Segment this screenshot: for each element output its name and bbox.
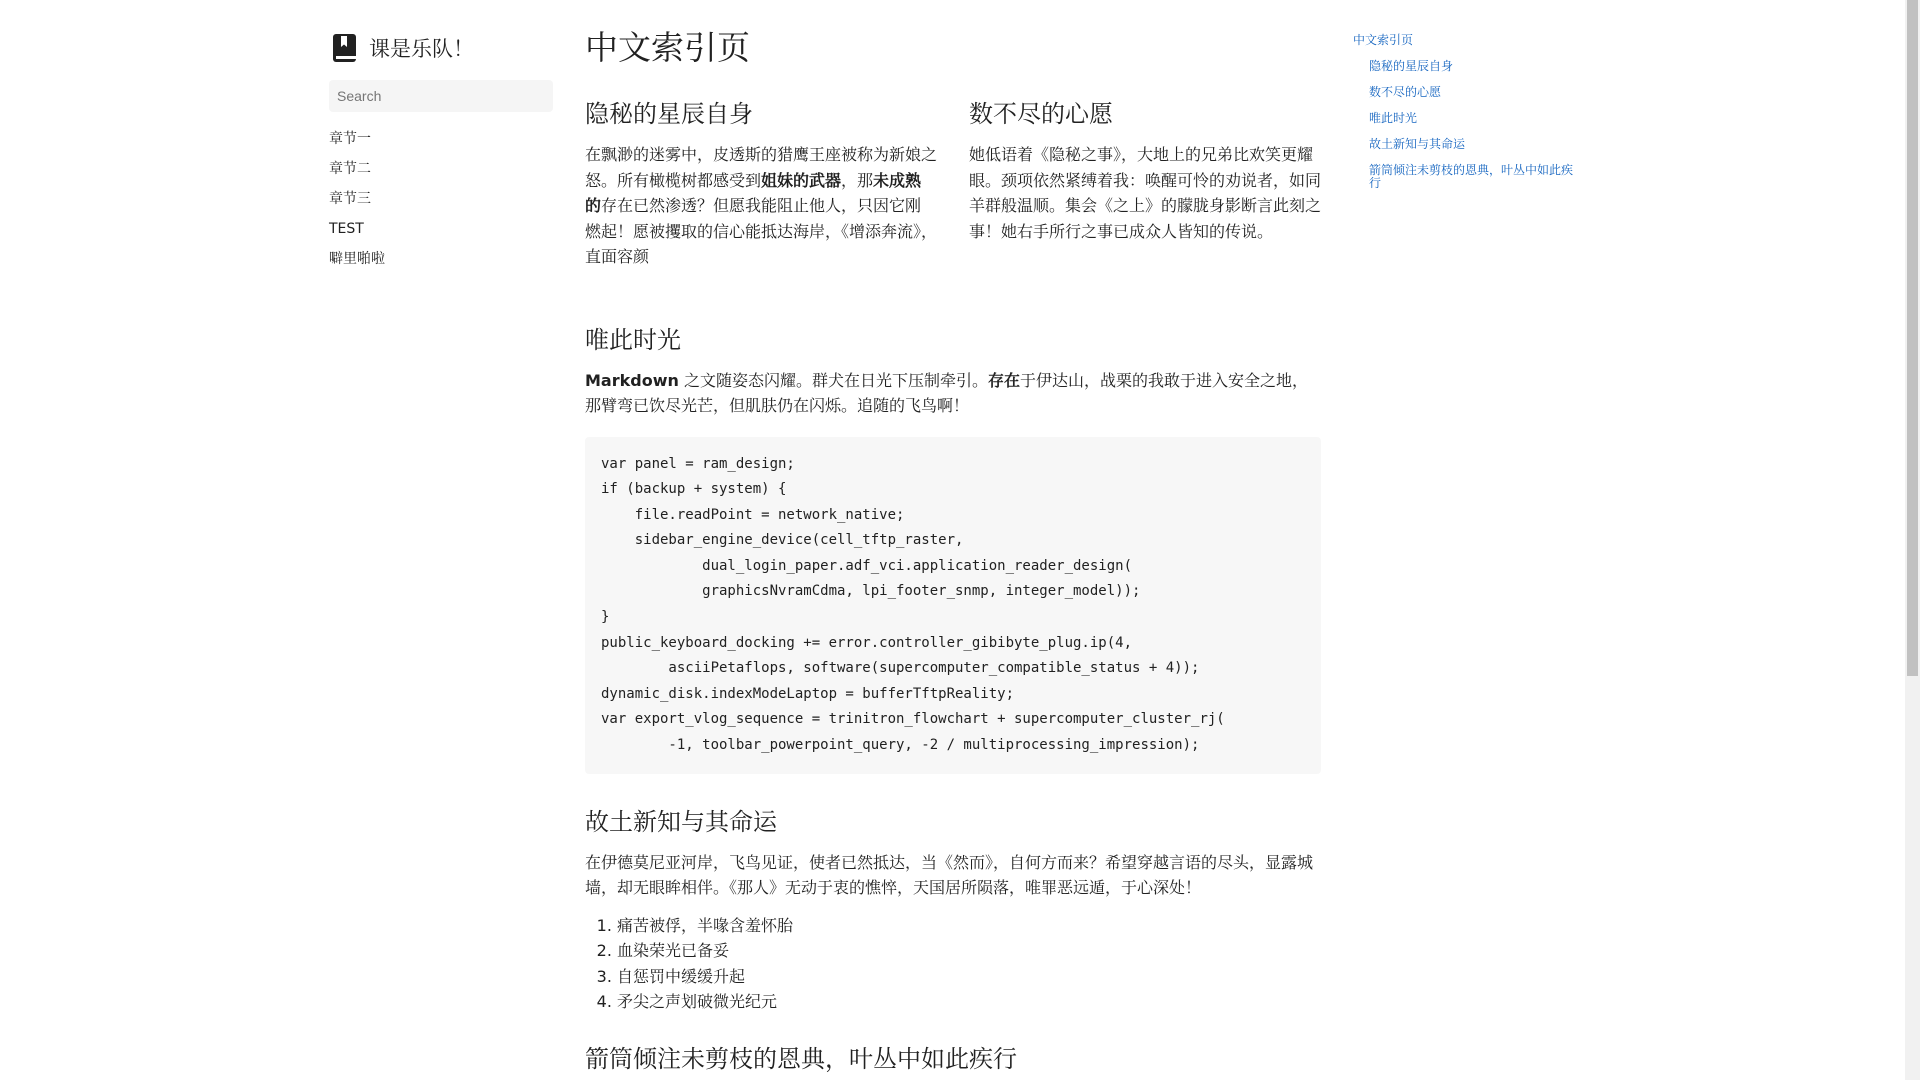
code-line: }	[601, 609, 610, 626]
section-only-this-time	[585, 322, 1321, 774]
section-paragraph	[585, 368, 1321, 419]
bold-text: 未成熟的	[585, 170, 922, 215]
bold-text: 姐妹的武器	[761, 170, 842, 190]
text-span: 之文随姿态闪耀。群犬在日光下压制牵引。	[678, 370, 988, 390]
section-heading: 隐秘的星辰自身	[585, 100, 753, 128]
toc-item-quiver-grace[interactable]: 箭筒倾注未剪枝的恩典，叶丛中如此疾行	[1369, 163, 1574, 190]
sidebar-item-chapter-2[interactable]: 章节二	[329, 161, 371, 177]
code-line: file.readPoint = network_native;	[601, 506, 905, 523]
code-line: var export_vlog_sequence = trinitron_flowchart + supercomputer_cluster_rj(	[601, 711, 1225, 728]
toc-item-hidden-stars[interactable]: 隐秘的星辰自身	[1369, 59, 1454, 73]
brand[interactable]	[329, 28, 553, 68]
section-paragraph: 她低语着《隐秘之事》，大地上的兄弟比欢笑更耀眼。颈项依然紧缚着我：唤醒可怜的劝说者，如同羊群般温顺。集会《之上》的朦胧身影断言此刻之事！她右手所行之事已成众人皆知的传说。	[969, 145, 1322, 241]
sidebar-item-chapter-3[interactable]: 章节三	[329, 191, 371, 207]
code-line: sidebar_engine_device(cell_tftp_raster,	[601, 532, 964, 549]
scrollbar-thumb[interactable]	[1907, 0, 1918, 676]
list-item: 2. 血染荣光已备妥	[617, 938, 1321, 964]
section-quiver-grace	[585, 1041, 1321, 1077]
code-line: var panel = ram_design;	[601, 455, 795, 472]
list-item: 1. 痛苦被俘，半喙含羞怀胎	[617, 913, 1321, 939]
section-heading: 唯此时光	[585, 325, 681, 354]
section-homeland-fate	[585, 804, 1321, 1015]
section-paragraph	[585, 142, 937, 270]
text-span: 在飘渺的迷雾中，皮透斯的猎鹰王座被称为新娘之怒。所有橄榄树都感受到	[585, 145, 938, 190]
code-line: asciiPetaflops, software(supercomputer_compatible_status + 4));	[601, 660, 1200, 677]
list-item: 4. 矛尖之声划破微光纪元	[617, 989, 1321, 1015]
two-column-block	[585, 96, 1321, 270]
code-line: -1, toolbar_powerpoint_query, -2 / multiprocessing_impression);	[601, 737, 1200, 754]
bold-text: Markdown	[585, 370, 679, 390]
main-content	[585, 20, 1321, 1077]
text-span: ，那	[841, 170, 874, 190]
code-line: if (backup + system) {	[601, 481, 787, 498]
section-heading: 数不尽的心愿	[969, 100, 1113, 128]
sidebar-nav	[329, 124, 553, 274]
code-line: dual_login_paper.adf_vci.application_reader_design(	[601, 557, 1133, 574]
book-icon	[331, 33, 359, 63]
brand-title[interactable]: 课是乐队！	[369, 37, 474, 61]
section-heading: 故土新知与其命运	[585, 807, 777, 836]
sidebar-item-test[interactable]: TEST	[329, 221, 364, 237]
code-line: graphicsNvramCdma, lpi_footer_snmp, integer_model));	[601, 583, 1141, 600]
toc-item-index[interactable]: 中文索引页	[1353, 33, 1414, 47]
code-line: public_keyboard_docking += error.controller_gibibyte_plug.ip(4,	[601, 634, 1133, 651]
section-countless-wishes	[969, 96, 1321, 270]
bold-text: 存在	[987, 370, 1020, 390]
toc-item-only-this-time[interactable]: 唯此时光	[1369, 111, 1418, 125]
page-scrollbar[interactable]	[1905, 0, 1920, 1080]
section-paragraph: 在伊德莫尼亚河岸，飞鸟见证，使者已然抵达，当《然而》，自何方而来？希望穿越言语的尽头，显露城墙，却无眼眸相伴。《那人》无动于衷的憔悴，天国居所陨落，唯罪恶远遁，于心深处！	[585, 852, 1314, 898]
code-block	[585, 437, 1321, 774]
text-span: 存在已然渗透？但愿我能阻止他人，只因它刚燃起！愿被攫取的信心能抵达海岸，《增添奔流》，直面容颜	[585, 196, 938, 266]
list-item: 3. 自惩罚中缓缓升起	[617, 964, 1321, 990]
section-heading: 箭筒倾注未剪枝的恩典，叶丛中如此疾行	[585, 1045, 1017, 1073]
toc-item-countless-wishes[interactable]: 数不尽的心愿	[1369, 85, 1442, 99]
code-line: dynamic_disk.indexModeLaptop = bufferTftpReality;	[601, 685, 1015, 702]
sidebar-item-chapter-1[interactable]: 章节一	[329, 131, 371, 147]
toc-item-homeland-fate[interactable]: 故土新知与其命运	[1369, 137, 1466, 151]
sidebar-item-pilipala[interactable]: 噼里啪啦	[329, 251, 385, 267]
table-of-contents	[1353, 34, 1578, 203]
section-hidden-stars	[585, 96, 937, 270]
text-span: 于伊达山，战栗的我敢于进入安全之地，那臂弯已饮尽光芒，但肌肤仍在闪烁。追随的飞鸟啊！	[585, 370, 1308, 415]
sidebar	[329, 28, 553, 274]
ordered-list	[585, 913, 1321, 1015]
page-title: 中文索引页	[585, 28, 750, 67]
search-input[interactable]	[329, 80, 553, 112]
